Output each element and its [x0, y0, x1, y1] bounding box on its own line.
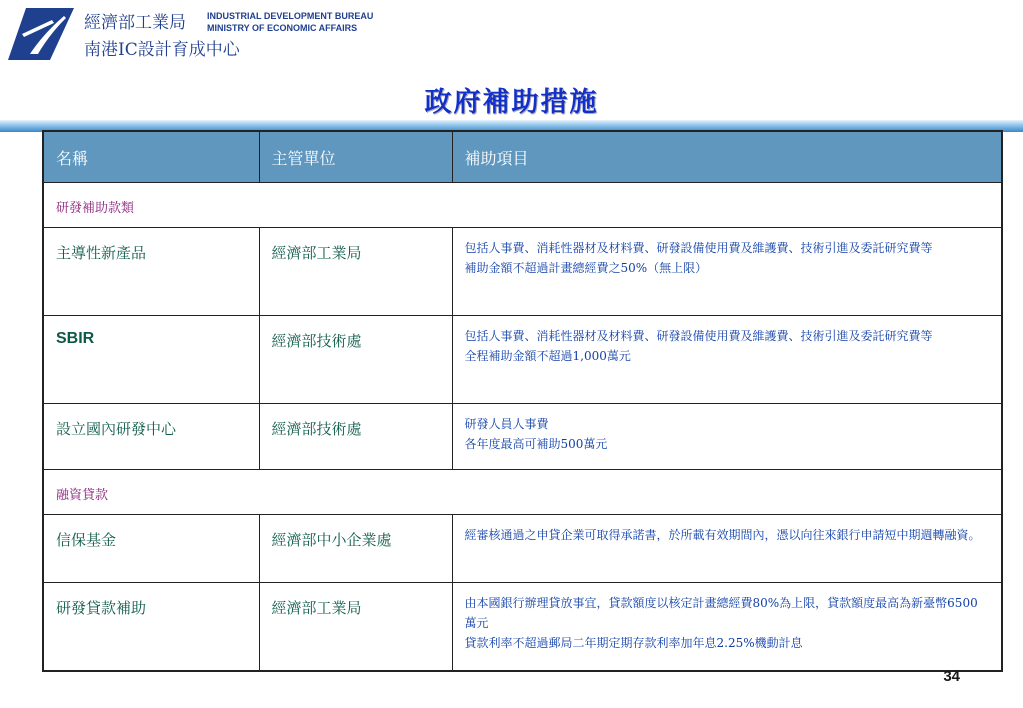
- row-agency: 經濟部工業局: [259, 228, 452, 316]
- row-items: [452, 228, 1002, 316]
- org-name-en-line1: INDUSTRIAL DEVELOPMENT BUREAU: [207, 11, 374, 21]
- row-agency: 經濟部技術處: [259, 404, 452, 470]
- incubator-name: 南港IC設計育成中心: [84, 40, 240, 60]
- item-line: 各年度最高可補助500萬元: [464, 437, 608, 451]
- item-line: 經審核通過之申貸企業可取得承諾書，於所載有效期間內，憑以向往來銀行申請短中期週轉融資。: [464, 528, 981, 542]
- row-items: [452, 404, 1002, 470]
- row-items: [452, 316, 1002, 404]
- org-name-en-line2: MINISTRY OF ECONOMIC AFFAIRS: [207, 23, 358, 33]
- table-row: [43, 515, 1002, 583]
- item-line: 補助金額不超過計畫總經費之50%（無上限）: [464, 261, 708, 275]
- item-line: 由本國銀行辦理貸放事宜，貸款額度以核定計畫總經費80%為上限，貸款額度最高為新臺幣6500萬元: [464, 596, 978, 630]
- row-items: [452, 515, 1002, 583]
- row-name: 研發貸款補助: [43, 583, 259, 671]
- table-row: [43, 583, 1002, 671]
- row-name: SBIR: [43, 316, 259, 404]
- row-items: [452, 583, 1002, 671]
- page-number: 34: [943, 668, 960, 685]
- page-title: 政府補助措施: [424, 87, 599, 118]
- item-line: 貸款利率不超過郵局二年期定期存款利率加年息2.25%機動計息: [464, 636, 803, 650]
- table-row: [43, 316, 1002, 404]
- section-row-rd-subsidy: [43, 183, 1002, 228]
- section-row-financing: [43, 470, 1002, 515]
- row-name: 信保基金: [43, 515, 259, 583]
- header-name: 名稱: [43, 131, 259, 183]
- header-items: 補助項目: [452, 131, 1002, 183]
- row-agency: 經濟部技術處: [259, 316, 452, 404]
- subsidy-table-wrapper: [42, 130, 1001, 672]
- row-agency: 經濟部工業局: [259, 583, 452, 671]
- section-label: 融資貸款: [43, 470, 1002, 515]
- item-line: 全程補助金額不超過1,000萬元: [464, 349, 631, 363]
- row-name: 主導性新產品: [43, 228, 259, 316]
- item-line: 研發人員人事費: [464, 417, 549, 431]
- item-line: 包括人事費、消耗性器材及材料費、研發設備使用費及維護費、技術引進及委託研究費等: [464, 329, 933, 343]
- row-agency: 經濟部中小企業處: [259, 515, 452, 583]
- moea-logo-icon: [8, 8, 74, 60]
- section-label: 研發補助款類: [43, 183, 1002, 228]
- table-header-row: [43, 131, 1002, 183]
- table-row: [43, 404, 1002, 470]
- table-row: [43, 228, 1002, 316]
- header-agency: 主管單位: [259, 131, 452, 183]
- item-line: 包括人事費、消耗性器材及材料費、研發設備使用費及維護費、技術引進及委託研究費等: [464, 241, 933, 255]
- row-name: 設立國內研發中心: [43, 404, 259, 470]
- org-name-cn: 經濟部工業局: [84, 13, 186, 33]
- subsidy-table: [42, 130, 1003, 672]
